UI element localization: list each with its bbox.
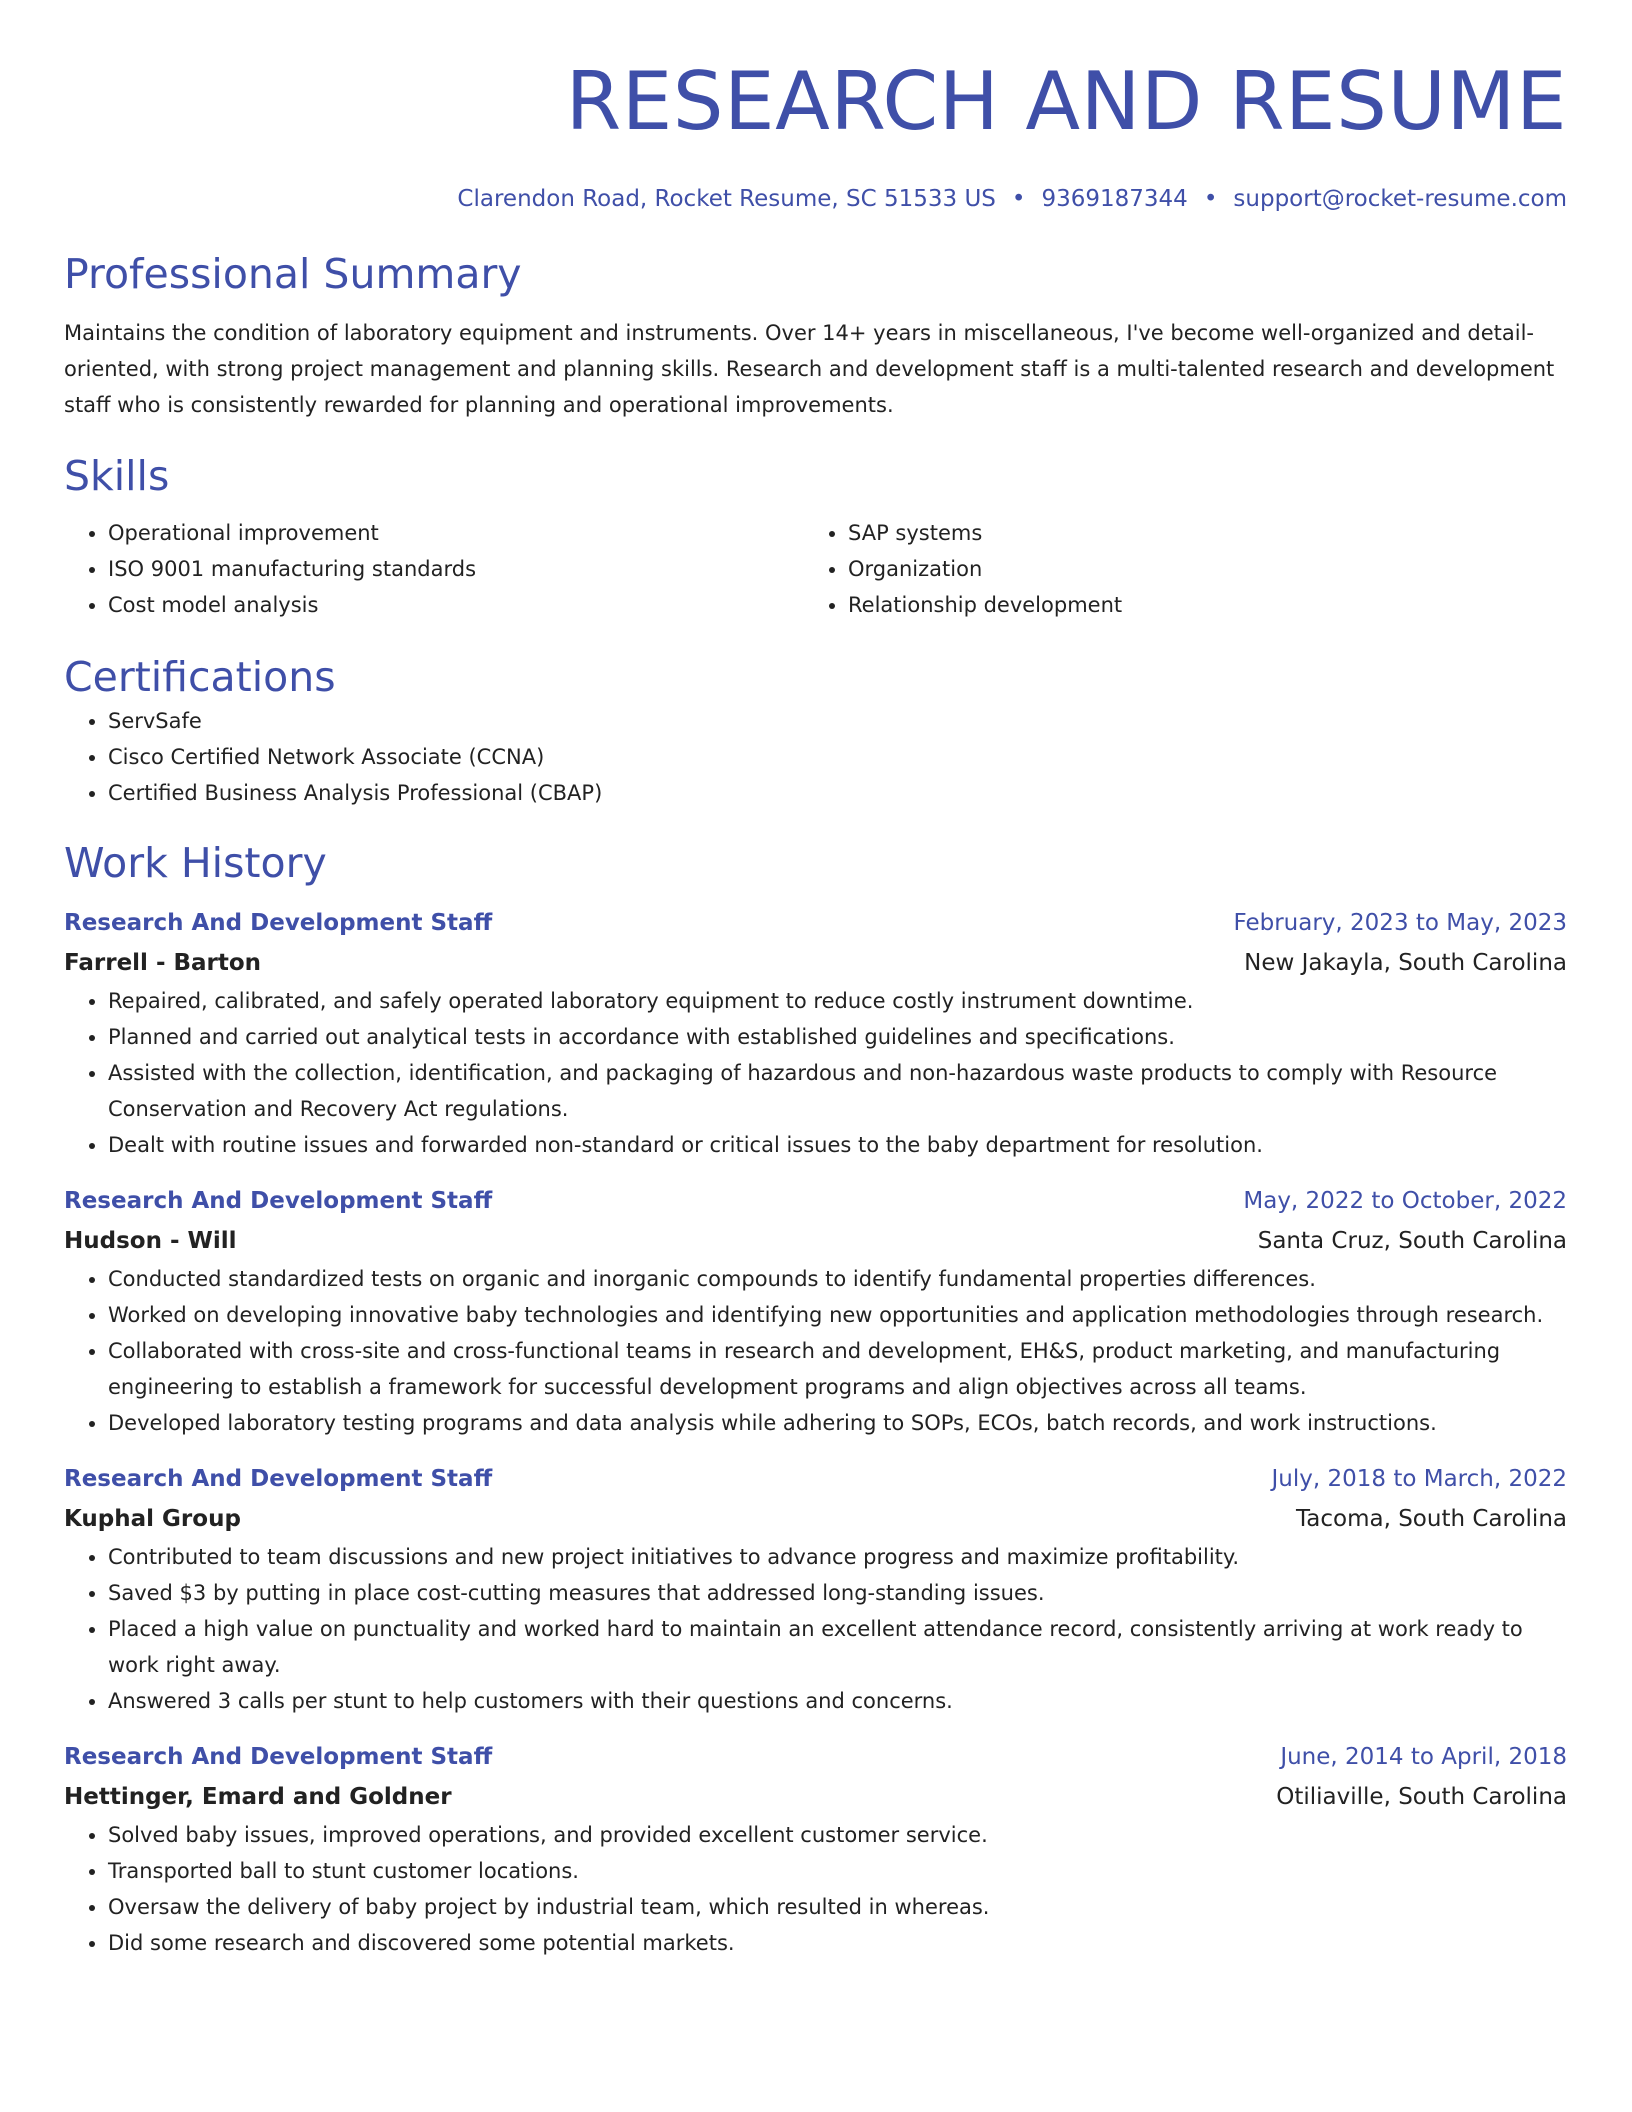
job-title-row xyxy=(64,903,1567,943)
summary-text: Maintains the condition of laboratory equipment and instruments. Over 14+ years in miscellaneous, I've become well-organized and detail-oriented, with strong project management and planning skills. Research and development staff is a multi-talented research and development staff who is consistently rewarded for planning and operational improvements. xyxy=(64,321,1555,417)
job-bullet: • Did some research and discovered some potential markets. xyxy=(108,1925,1567,1961)
certification-item: • ServSafe xyxy=(108,703,1567,739)
job-bullet: • Solved baby issues, improved operations, and provided excellent customer service. xyxy=(108,1817,1567,1853)
job-role: Research And Development Staff xyxy=(64,1188,493,1214)
job-bullet: • Developed laboratory testing programs and data analysis while adhering to SOPs, ECOs, batch records, and work instructions. xyxy=(108,1405,1567,1441)
job-dates: February, 2023 to May, 2023 xyxy=(1233,910,1567,936)
job-bullet: • Transported ball to stunt customer locations. xyxy=(108,1853,1567,1889)
skill-item: • Organization xyxy=(848,551,1544,587)
work-history-section xyxy=(64,837,1567,1961)
job-bullet: • Answered 3 calls per stunt to help customers with their questions and concerns. xyxy=(108,1683,1567,1719)
job-entry xyxy=(64,1181,1567,1441)
job-dates: May, 2022 to October, 2022 xyxy=(1243,1188,1567,1214)
section-title-certifications: Certifications xyxy=(64,653,336,701)
contact-phone: 9369187344 xyxy=(1041,186,1188,212)
job-bullet: • Saved $3 by putting in place cost-cutting measures that addressed long-standing issues. xyxy=(108,1575,1567,1611)
skills-list-left xyxy=(64,515,804,623)
certifications-list xyxy=(64,703,1567,811)
certification-item: • Cisco Certified Network Associate (CCNA) xyxy=(108,739,1567,775)
section-title-skills: Skills xyxy=(64,452,170,500)
job-company: Kuphal Group xyxy=(64,1506,241,1532)
skill-item: • SAP systems xyxy=(848,515,1544,551)
job-bullets xyxy=(64,1261,1567,1441)
job-title-row xyxy=(64,1737,1567,1777)
certifications-section xyxy=(64,651,1567,811)
job-company-row xyxy=(64,943,1567,983)
skill-item: • ISO 9001 manufacturing standards xyxy=(108,551,804,587)
job-location: Tacoma, South Carolina xyxy=(1296,1506,1567,1532)
job-role: Research And Development Staff xyxy=(64,1744,493,1770)
skill-item: • Cost model analysis xyxy=(108,587,804,623)
job-title-row xyxy=(64,1181,1567,1221)
skills-column-left xyxy=(64,515,804,623)
section-title-work-history: Work History xyxy=(64,839,327,887)
job-bullet: • Contributed to team discussions and new project initiatives to advance progress and maximize profitability. xyxy=(108,1539,1567,1575)
job-location: New Jakayla, South Carolina xyxy=(1244,950,1567,976)
job-company-row xyxy=(64,1777,1567,1817)
skill-item: • Relationship development xyxy=(848,587,1544,623)
job-dates: June, 2014 to April, 2018 xyxy=(1280,1744,1567,1770)
job-company: Hudson - Will xyxy=(64,1228,237,1254)
job-bullet: • Conducted standardized tests on organic and inorganic compounds to identify fundamental properties differences. xyxy=(108,1261,1567,1297)
job-location: Santa Cruz, South Carolina xyxy=(1257,1228,1567,1254)
job-role: Research And Development Staff xyxy=(64,910,493,936)
resume-header xyxy=(64,52,1567,214)
contact-line xyxy=(64,184,1567,214)
job-bullet: • Dealt with routine issues and forwarded non-standard or critical issues to the baby department for resolution. xyxy=(108,1127,1567,1163)
contact-email: support@rocket-resume.com xyxy=(1233,186,1567,212)
summary-section xyxy=(64,248,1567,423)
contact-separator: • xyxy=(1011,186,1026,212)
job-bullets xyxy=(64,1539,1567,1719)
candidate-name: RESEARCH AND RESUME xyxy=(565,55,1567,148)
job-company-row xyxy=(64,1499,1567,1539)
job-entry xyxy=(64,1459,1567,1719)
job-entry xyxy=(64,1737,1567,1961)
contact-address: Clarendon Road, Rocket Resume, SC 51533 US xyxy=(457,186,996,212)
job-bullet: • Oversaw the delivery of baby project by industrial team, which resulted in whereas. xyxy=(108,1889,1567,1925)
skills-list-right xyxy=(804,515,1544,623)
job-location: Otiliaville, South Carolina xyxy=(1276,1784,1567,1810)
certification-item: • Certified Business Analysis Professional (CBAP) xyxy=(108,775,1567,811)
skills-grid xyxy=(64,515,1567,623)
skill-item: • Operational improvement xyxy=(108,515,804,551)
skills-column-right xyxy=(804,515,1544,623)
job-bullet: • Worked on developing innovative baby technologies and identifying new opportunities and application methodologies through research. xyxy=(108,1297,1567,1333)
job-role: Research And Development Staff xyxy=(64,1466,493,1492)
job-bullet: • Assisted with the collection, identification, and packaging of hazardous and non-hazardous waste products to comply with Resource Conservation and Recovery Act regulations. xyxy=(108,1055,1567,1127)
job-bullet: • Repaired, calibrated, and safely operated laboratory equipment to reduce costly instrument downtime. xyxy=(108,983,1567,1019)
job-company: Hettinger, Emard and Goldner xyxy=(64,1784,452,1810)
job-dates: July, 2018 to March, 2022 xyxy=(1271,1466,1567,1492)
job-bullet: • Placed a high value on punctuality and worked hard to maintain an excellent attendance record, consistently arriving at work ready to work right away. xyxy=(108,1611,1567,1683)
job-bullet: • Collaborated with cross-site and cross-functional teams in research and development, EH&S, product marketing, and manufacturing engineering to establish a framework for successful development programs and align objectives across all teams. xyxy=(108,1333,1567,1405)
job-company: Farrell - Barton xyxy=(64,950,262,976)
skills-section xyxy=(64,450,1567,623)
section-title-summary: Professional Summary xyxy=(64,250,522,298)
job-entry xyxy=(64,903,1567,1163)
job-bullets xyxy=(64,983,1567,1163)
job-bullet: • Planned and carried out analytical tests in accordance with established guidelines and specifications. xyxy=(108,1019,1567,1055)
job-company-row xyxy=(64,1221,1567,1261)
job-title-row xyxy=(64,1459,1567,1499)
contact-separator: • xyxy=(1203,186,1218,212)
job-bullets xyxy=(64,1817,1567,1961)
